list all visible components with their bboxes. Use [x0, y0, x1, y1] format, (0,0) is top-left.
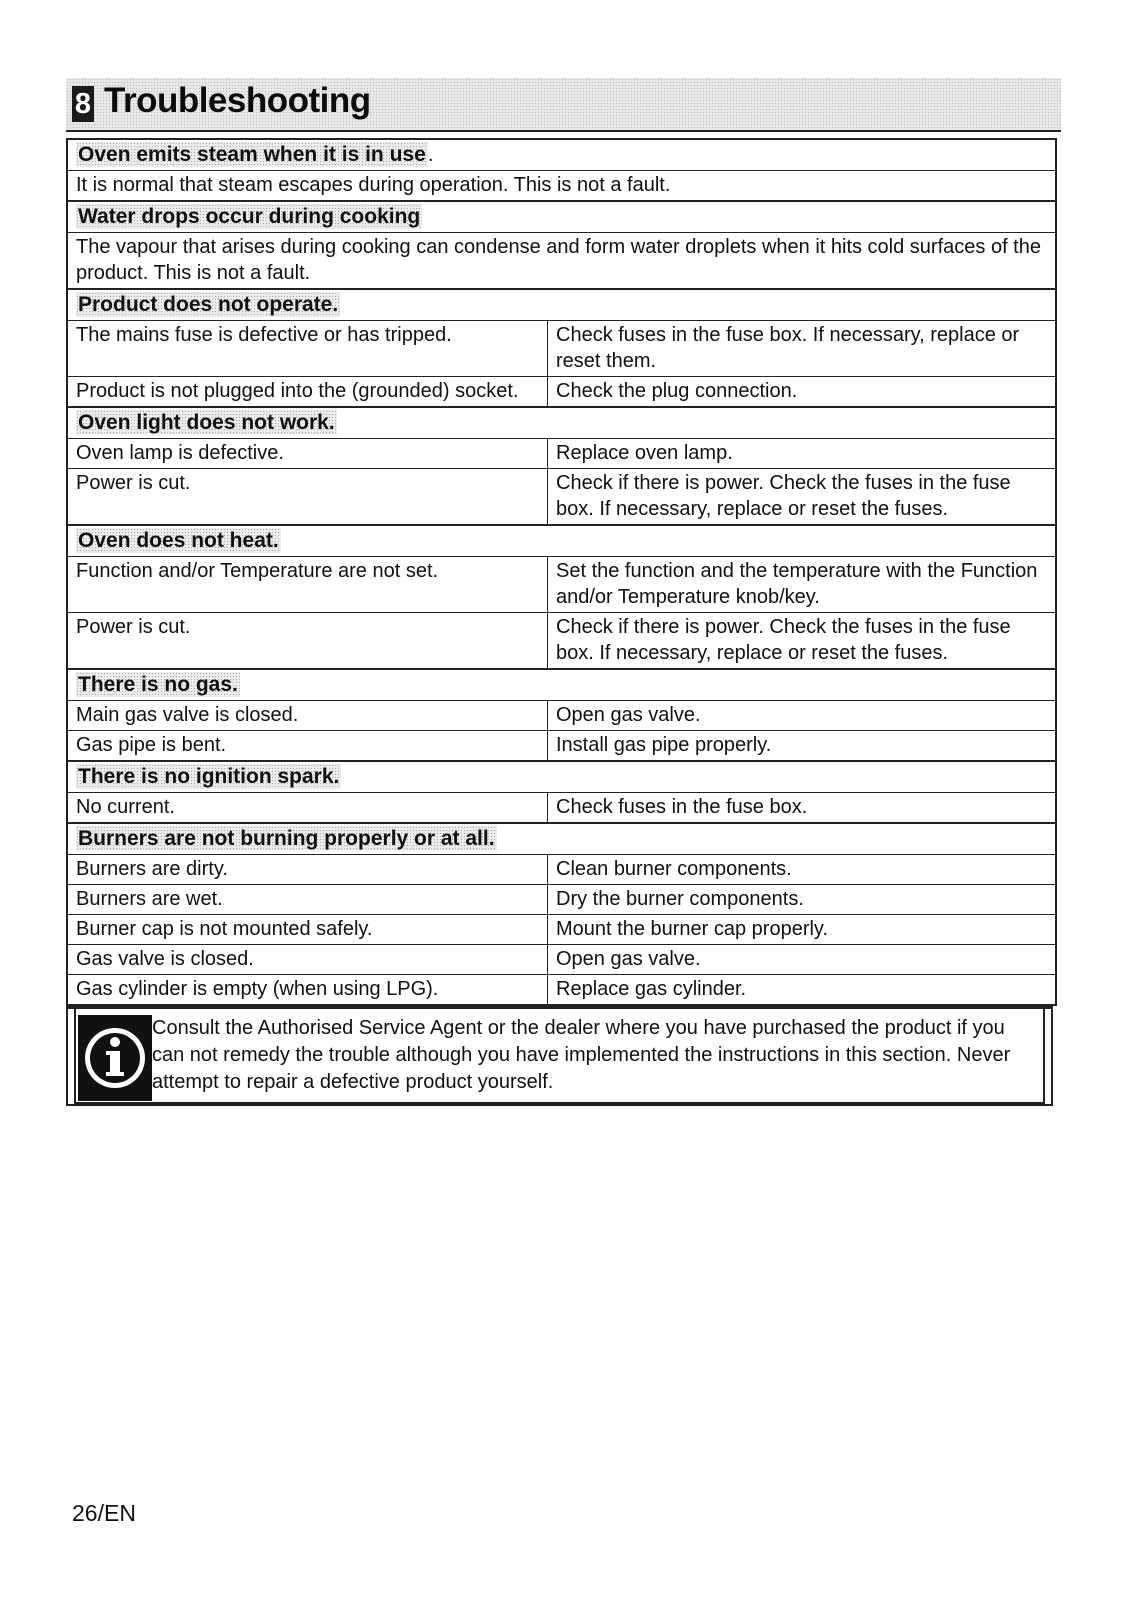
cause-cell: Product is not plugged into the (grounded) socket.: [68, 377, 548, 406]
remedy-cell: Install gas pipe properly.: [556, 734, 772, 756]
problem-heading: [68, 670, 1055, 701]
cause-cell: The mains fuse is defective or has tripped.: [68, 321, 548, 376]
table-row: [68, 233, 1055, 288]
table-row: [68, 793, 1055, 822]
problem-group: [68, 408, 1055, 526]
remedy-cell: Replace oven lamp.: [556, 442, 733, 464]
cause-cell: Burners are wet.: [68, 885, 548, 914]
cause-cell: Burner cap is not mounted safely.: [68, 915, 548, 944]
table-row: [68, 855, 1055, 885]
table-row: [68, 377, 1055, 406]
chapter-number: 8: [72, 86, 94, 122]
remedy-cell: Check the plug connection.: [556, 380, 798, 402]
problem-heading-label: Oven emits steam when it is in use: [78, 143, 426, 166]
page-title: Troubleshooting: [104, 81, 371, 120]
problem-group: [68, 290, 1055, 408]
cause-cell: Oven lamp is defective.: [68, 439, 548, 468]
remedy-cell: Check if there is power. Check the fuses in the fuse box. If necessary, replace or reset the fuses.: [556, 616, 1011, 664]
problem-heading: [68, 824, 1055, 855]
table-row: [68, 613, 1055, 668]
info-note-box: [66, 1006, 1053, 1106]
problem-group: [68, 138, 1055, 202]
problem-heading: [68, 762, 1055, 793]
problem-group: [68, 762, 1055, 824]
table-row: [68, 885, 1055, 915]
remedy-cell: Clean burner components.: [556, 858, 792, 880]
problem-heading-label: Burners are not burning properly or at all.: [78, 827, 495, 850]
info-icon: [78, 1015, 152, 1101]
cause-cell: Main gas valve is closed.: [68, 701, 548, 730]
remedy-cell: Check fuses in the fuse box. If necessary, replace or reset them.: [556, 324, 1020, 372]
cause-cell: No current.: [68, 793, 548, 822]
problem-heading: [68, 526, 1055, 557]
cause-cell: Power is cut.: [68, 613, 548, 668]
remedy-cell: Open gas valve.: [556, 704, 701, 726]
problem-heading-label: There is no gas.: [78, 673, 238, 696]
section-title-bar: [66, 78, 1061, 132]
problem-heading-label: There is no ignition spark.: [78, 765, 340, 788]
cause-cell: Burners are dirty.: [68, 855, 548, 884]
cause-cell: Gas pipe is bent.: [68, 731, 548, 760]
remedy-cell: Dry the burner components.: [556, 888, 804, 910]
table-row: [68, 557, 1055, 613]
table-row: [68, 701, 1055, 731]
table-row: [68, 975, 1055, 1004]
remedy-cell: Check fuses in the fuse box.: [556, 796, 808, 818]
problem-heading-suffix: .: [427, 143, 434, 166]
problem-group: [68, 670, 1055, 762]
remedy-cell: Open gas valve.: [556, 948, 701, 970]
cause-cell: Gas cylinder is empty (when using LPG).: [68, 975, 548, 1004]
remedy-cell: Mount the burner cap properly.: [556, 918, 829, 940]
problem-heading: [68, 408, 1055, 439]
table-row: [68, 469, 1055, 524]
info-note-text: Consult the Authorised Service Agent or the dealer where you have purchased the product if you can not remedy the trouble although you have implemented the instructions in this section. Never attempt to repair a defective product yourself.: [152, 1017, 1011, 1093]
table-row: [68, 945, 1055, 975]
table-row: [68, 321, 1055, 377]
problem-heading-label: Oven light does not work.: [78, 411, 335, 434]
table-row: [68, 171, 1055, 200]
problem-group: [68, 526, 1055, 670]
page-number: 26/EN: [72, 1500, 136, 1526]
problem-heading: [68, 140, 1055, 171]
troubleshooting-table: [66, 138, 1057, 1006]
problem-heading: [68, 202, 1055, 233]
table-row: [68, 731, 1055, 760]
table-row: [68, 439, 1055, 469]
cause-cell: Power is cut.: [68, 469, 548, 524]
explanation-cell: It is normal that steam escapes during operation. This is not a fault.: [76, 174, 671, 196]
problem-group: [68, 202, 1055, 290]
cause-cell: Gas valve is closed.: [68, 945, 548, 974]
problem-heading-label: Product does not operate.: [78, 293, 339, 316]
remedy-cell: Check if there is power. Check the fuses in the fuse box. If necessary, replace or reset the fuses.: [556, 472, 1011, 520]
remedy-cell: Replace gas cylinder.: [556, 978, 747, 1000]
remedy-cell: Set the function and the temperature with the Function and/or Temperature knob/key.: [556, 560, 1038, 608]
problem-group: [68, 824, 1055, 1006]
explanation-cell: The vapour that arises during cooking can condense and form water droplets when it hits cold surfaces of the product. This is not a fault.: [76, 236, 1041, 284]
troubleshooting-page: [66, 78, 1053, 1106]
table-row: [68, 915, 1055, 945]
problem-heading: [68, 290, 1055, 321]
problem-heading-label: Oven does not heat.: [78, 529, 279, 552]
cause-cell: Function and/or Temperature are not set.: [68, 557, 548, 612]
problem-heading-label: Water drops occur during cooking: [78, 205, 421, 228]
